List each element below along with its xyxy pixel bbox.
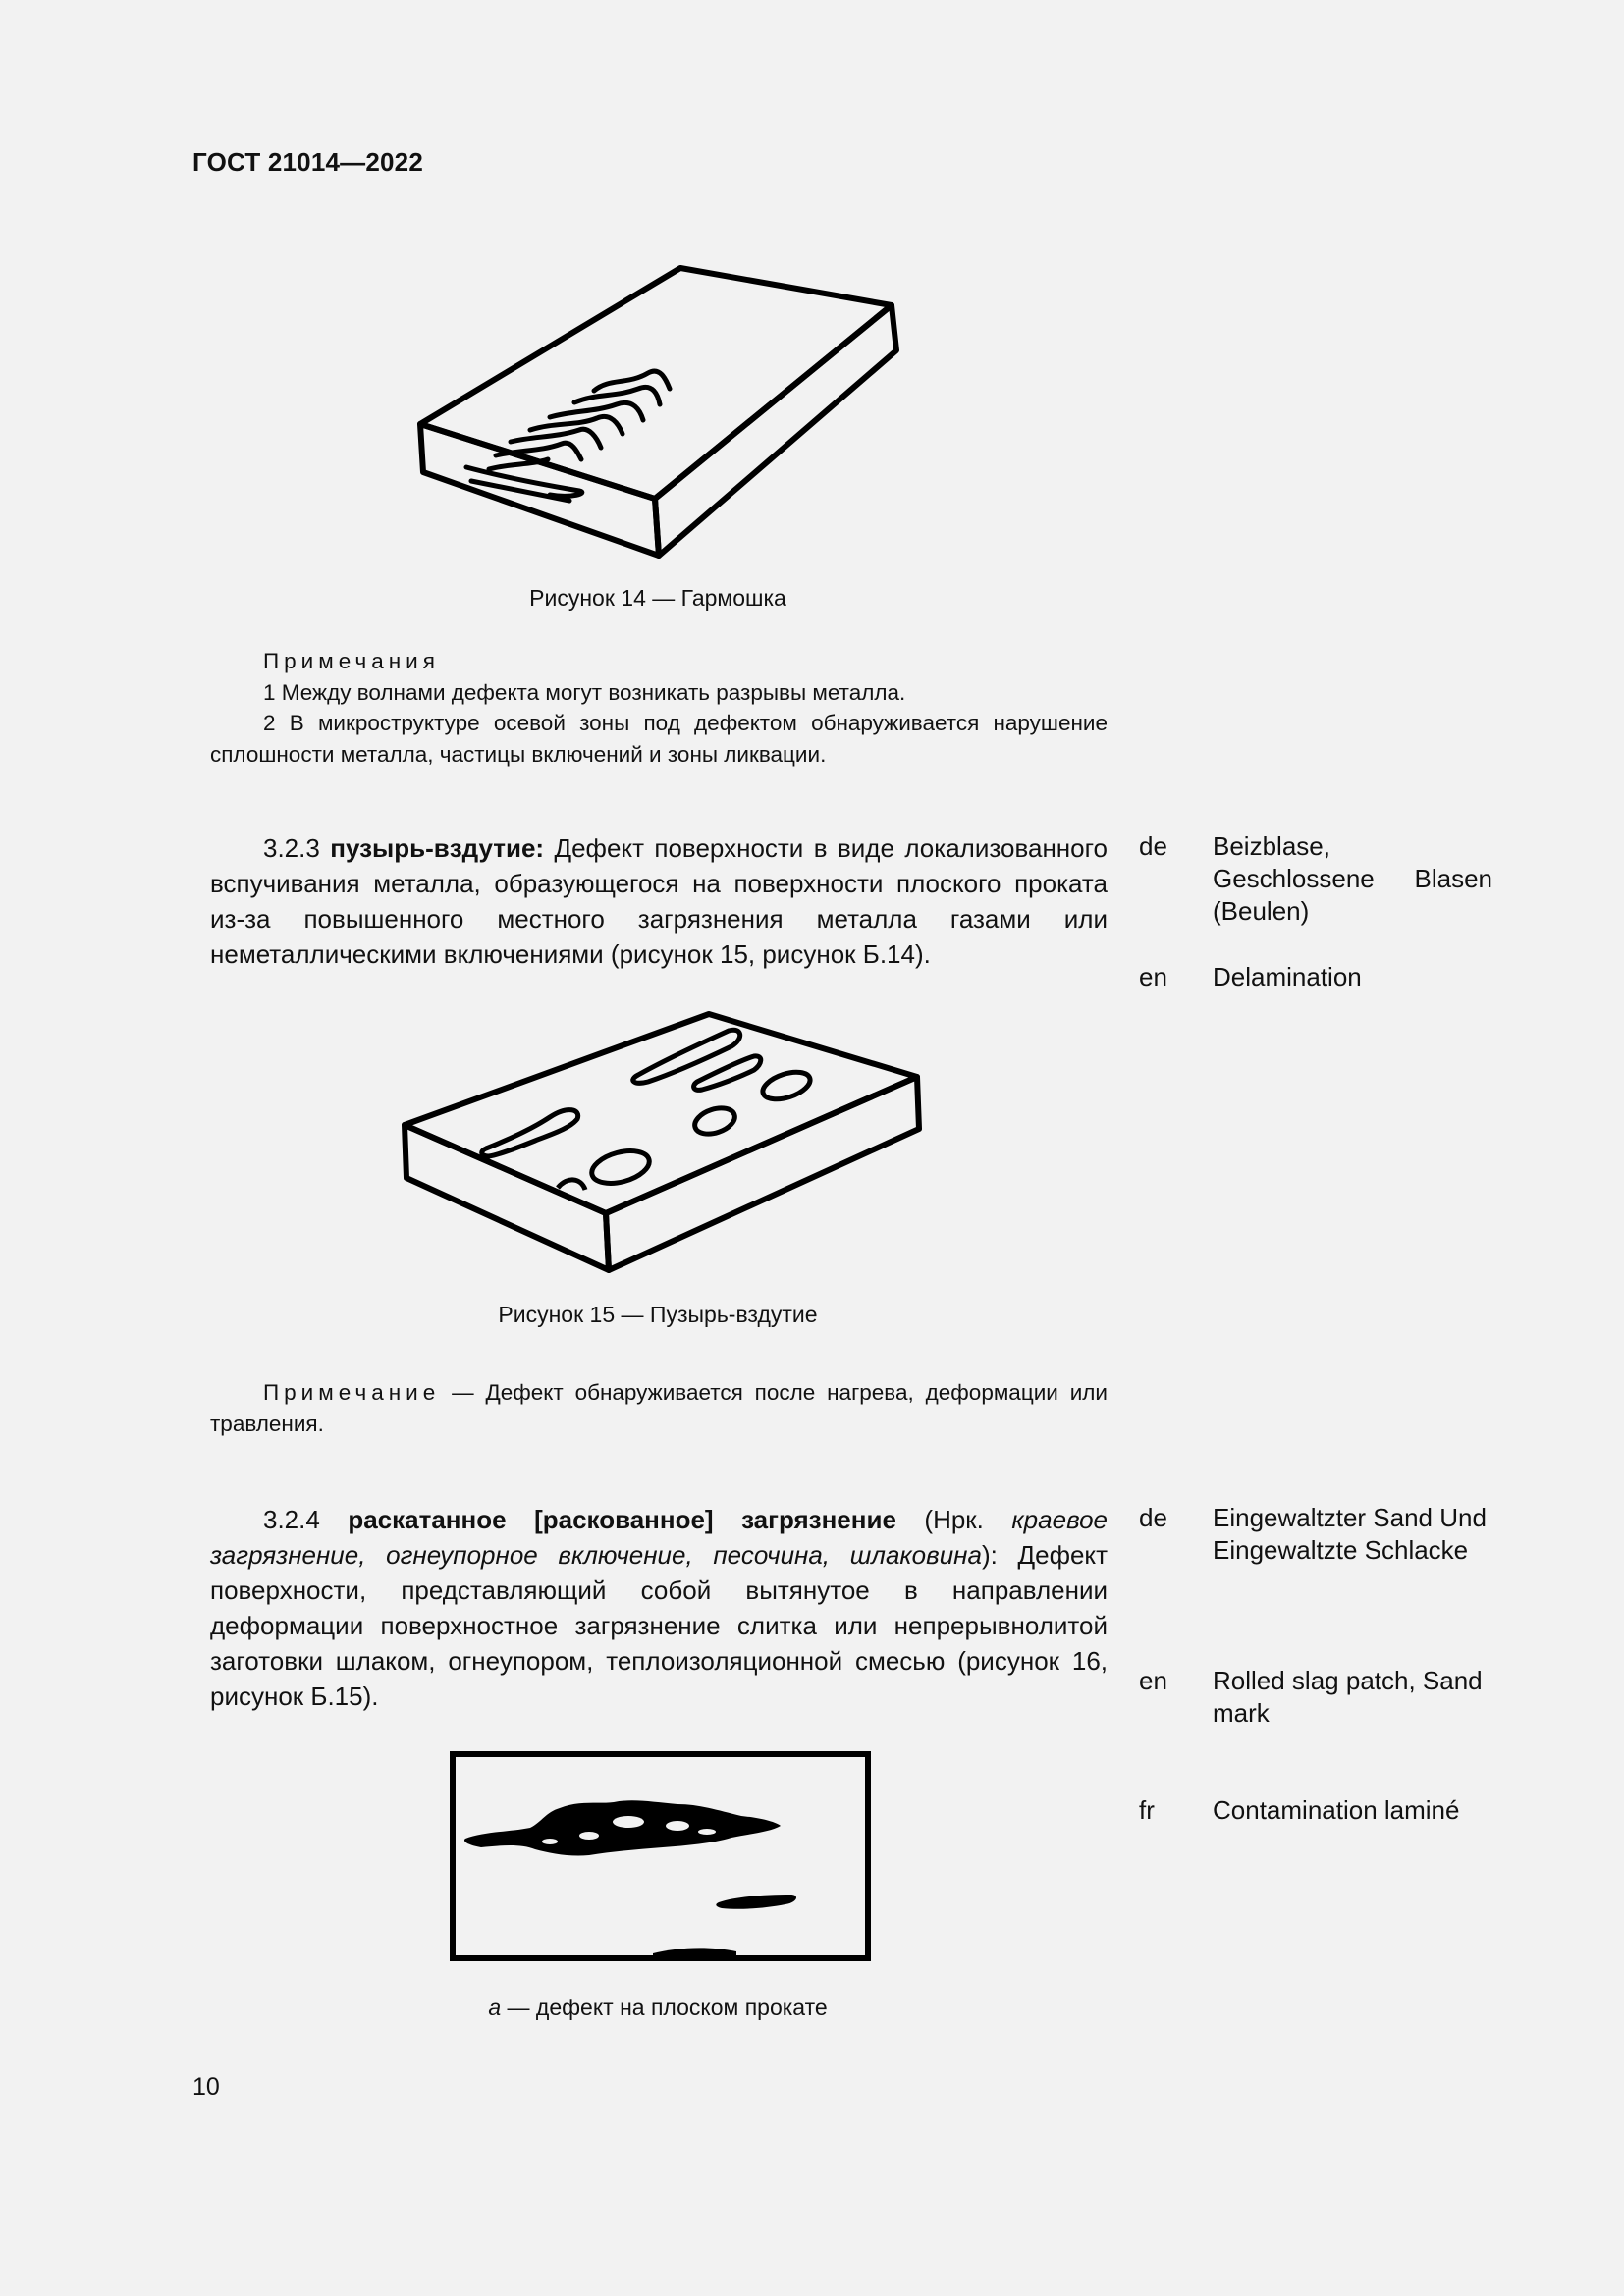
small-slag-streak [716,1895,796,1909]
document-header: ГОСТ 21014—2022 [192,147,423,177]
term-bubble: пузырь-вздутие: [330,833,545,863]
lang-term: Rolled slag patch, Sand mark [1213,1666,1483,1728]
lang-term: Beizblase, Geschlossene Blasen (Beulen) [1213,831,1492,926]
section-text: ): Дефект поверхности, представляющий собой вытянутое в направлении деформации поверхностное загрязнение слитка или непрерывнолитой заготовки шлаком, огнеупором, теплоизоляционной смесью (рисунок 16, рисунок Б.15). [210,1540,1109,1711]
section-number: 3.2.4 [263,1505,320,1534]
note-text: — Дефект обнаруживается после нагрева, деформации или травления. [210,1380,1108,1436]
notes-title: Примечания [263,649,440,673]
subfigure-caption: — дефект на плоском прокате [501,1995,828,2020]
lang-code: de [1139,1503,1167,1532]
section-synonyms: краевое загрязнение, огнеупорное включение, песочина, шлаковина [210,1505,1108,1570]
slag-patch [464,1800,781,1855]
lang-code: en [1139,962,1167,991]
lang-term: Delamination [1213,962,1362,991]
lang-term: Eingewaltzter Sand Und Eingewaltzte Schlacke [1213,1503,1487,1565]
figure-15-caption: Рисунок 15 — Пузырь-вздутие [498,1302,818,1327]
section-number: 3.2.3 [263,833,320,863]
note-item-2-text: 2 В микроструктуре осевой зоны под дефектом обнаруживается нарушение сплошности металла, частицы включений и зоны ликвации. [210,711,1108,767]
lang-code: en [1139,1666,1167,1695]
frame [453,1754,868,1958]
note-item-1: 1 Между волнами дефекта могут возникать разрывы металла. [263,680,906,705]
section-pre: (Нрк. [895,1505,1012,1534]
term-rolled-contamination: раскатанное [раскованное] загрязнение [348,1505,896,1534]
edge-slag-streak [653,1948,736,1955]
subfigure-letter: а [488,1995,502,2020]
figure-14-caption: Рисунок 14 — Гармошка [529,585,786,611]
figure-16a-caption [412,1995,903,2021]
note-title: Примечание [263,1380,441,1405]
lang-code: fr [1139,1795,1155,1825]
page-number: 10 [192,2073,220,2101]
lang-code: de [1139,831,1167,861]
section-text: Дефект поверхности в виде локализованного вспучивания металла, образующегося на поверхности плоского проката из-за повышенного местного загрязнения металла газами или неметаллическими включениями (рисунок 15, рисунок Б.14). [210,833,1108,969]
lang-term: Contamination laminé [1213,1795,1460,1825]
